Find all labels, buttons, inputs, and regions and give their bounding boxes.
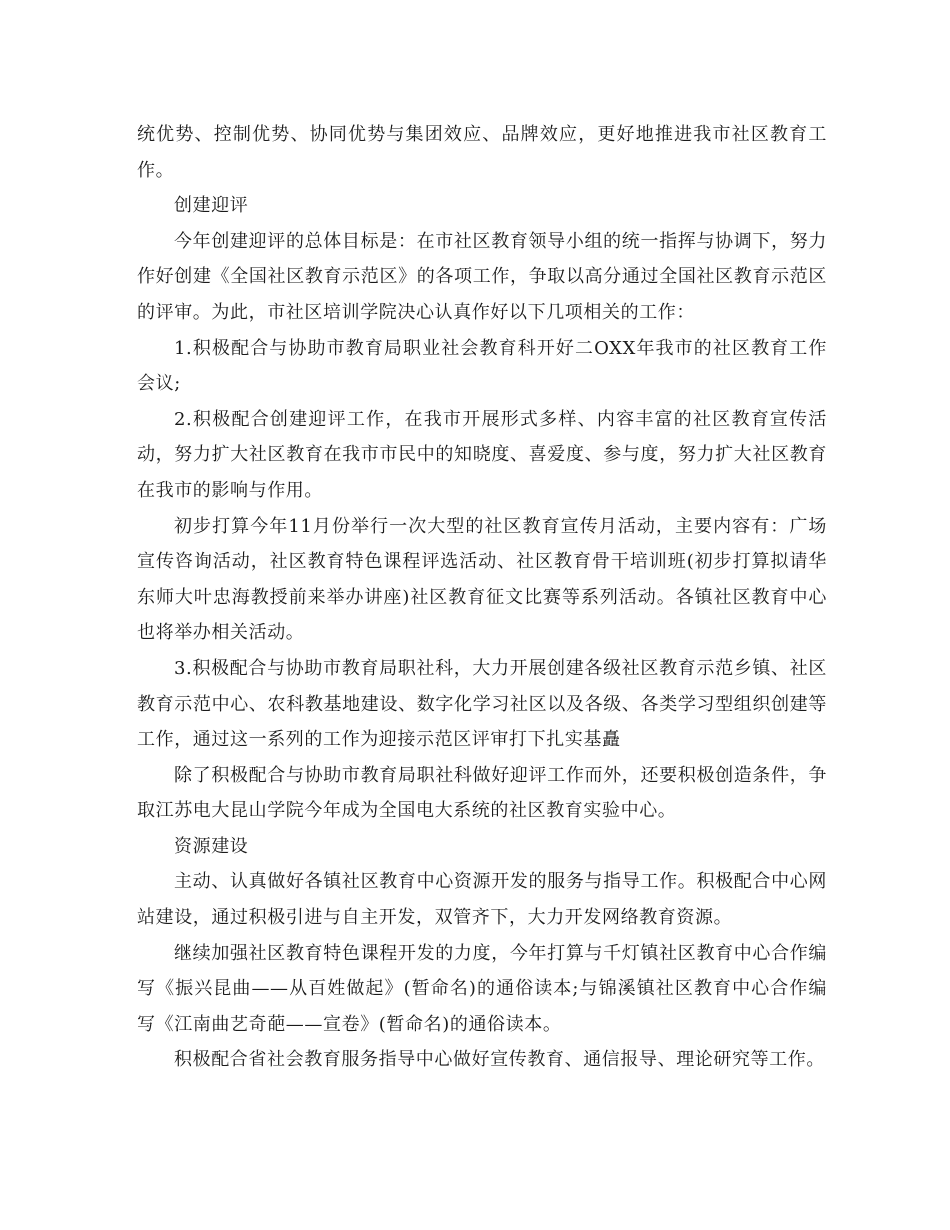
paragraph-experiment-center: 除了积极配合与协助市教育局职社科做好迎评工作而外，还要积极创造条件，争取江苏电大昆山学院今年成为全国电大系统的社区教育实验中心。: [137, 764, 827, 822]
paragraph-continuation: 统优势、控制优势、协同优势与集团效应、品牌效应，更好地推进我市社区教育工作。: [137, 124, 827, 181]
paragraph-overall-goal: 今年创建迎评的总体目标是：在市社区教育领导小组的统一指挥与协调下，努力作好创建《全国社区教育示范区》的各项工作，争取以高分通过全国社区教育示范区的评审。为此，市社区培训学院决心认真作好以下几项相关的工作：: [137, 230, 827, 323]
paragraph-course-development: 继续加强社区教育特色课程开发的力度，今年打算与千灯镇社区教育中心合作编写《振兴昆曲——从百姓做起》(暂命名)的通俗读本;与锦溪镇社区教育中心合作编写《江南曲艺奇葩——宣卷》(暂命名)的通俗读本。: [137, 942, 827, 1035]
document-body: [137, 117, 827, 1078]
paragraph-resource-service: 主动、认真做好各镇社区教育中心资源开发的服务与指导工作。积极配合中心网站建设，通过积极引进与自主开发，双管齐下，大力开发网络教育资源。: [137, 871, 827, 929]
paragraph-item-3: 3.积极配合与协助市教育局职社科，大力开展创建各级社区教育示范乡镇、社区教育示范中心、农科教基地建设、数字化学习社区以及各级、各类学习型组织创建等工作，通过这一系列的工作为迎接示范区评审打下扎实基矗: [137, 657, 827, 751]
paragraph-item-2: 2.积极配合创建迎评工作，在我市开展形式多样、内容丰富的社区教育宣传活动，努力扩大社区教育在我市市民中的知晓度、喜爱度、参与度，努力扩大社区教育在我市的影响与作用。: [137, 408, 827, 501]
paragraph-item-1: 1.积极配合与协助市教育局职业社会教育科开好二OXX年我市的社区教育工作会议;: [137, 337, 827, 395]
section-heading-resource-building: 资源建设: [174, 835, 249, 857]
section-heading-create-evaluation: 创建迎评: [174, 195, 249, 217]
paragraph-promotion-month: 初步打算今年11月份举行一次大型的社区教育宣传月活动，主要内容有：广场宣传咨询活动，社区教育特色课程评选活动、社区教育骨干培训班(初步打算拟请华东师大叶忠海教授前来举办讲座)社区教育征文比赛等系列活动。各镇社区教育中心也将举办相关活动。: [137, 515, 827, 644]
paragraph-provincial-cooperation: 积极配合省社会教育服务指导中心做好宣传教育、通信报导、理论研究等工作。: [174, 1049, 825, 1071]
